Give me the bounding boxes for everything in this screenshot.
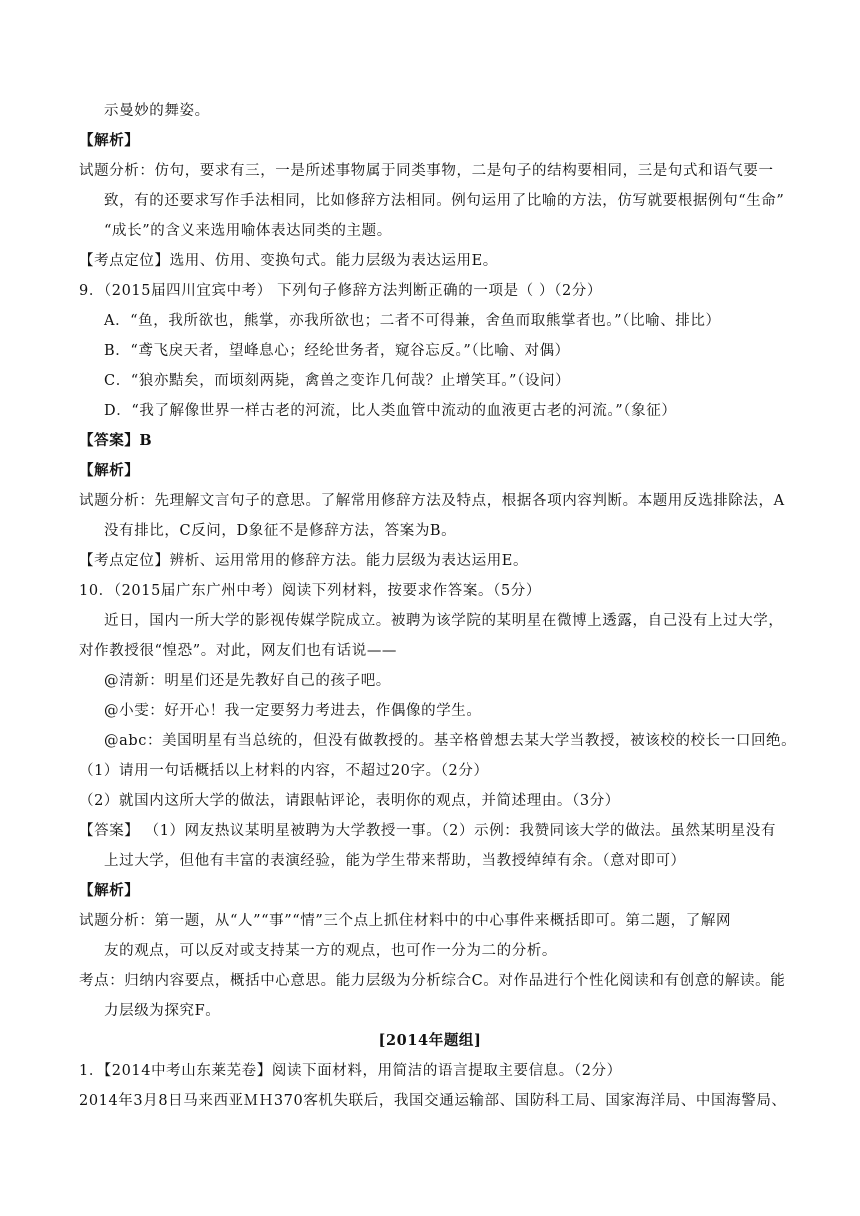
text-line: “成长”的含义来选用喻体表达同类的主题。 (104, 223, 392, 239)
text-line: 2014年3月8日马来西亚ＭＨ370客机失联后，我国交通运输部、国防科工局、国家海洋局、中国海警局、 (79, 1093, 787, 1109)
question-10-stem: 10．（2015届广东广州中考）阅读下列材料，按要求作答案。（5分） (79, 583, 541, 599)
text-line: 没有排比，C反问，D象征不是修辞方法，答案为B。 (104, 523, 457, 539)
text-line: 试题分析：先理解文言句子的意思。了解常用修辞方法及特点，根据各项内容判断。本题用反选排除法，A (79, 493, 785, 509)
material-paragraph: 近日，国内一所大学的影视传媒学院成立。被聘为该学院的某明星在微博上透露，自己没有上过大学， (104, 613, 784, 629)
text-line: 致，有的还要求写作手法相同，比如修辞方法相同。例句运用了比喻的方法，仿写就要根据例句“生命” (104, 193, 785, 209)
option-c: C．“狼亦黠矣，而顷刻两毙，禽兽之变诈几何哉？止增笑耳。”（设问） (104, 373, 571, 389)
key-point-line: 【考点定位】选用、仿用、变换句式。能力层级为表达运用E。 (79, 253, 498, 269)
sub-question-2: （2）就国内这所大学的做法，请跟帖评论，表明你的观点，并简述理由。（3分） (79, 793, 620, 809)
text-line: 试题分析：第一题，从“人”“事”“情”三个点上抓住材料中的中心事件来概括即可。第二题，了解网 (79, 913, 732, 929)
section-heading-analysis: 【解析】 (79, 882, 140, 899)
material-paragraph: 对作教授很“惶恐”。对此，网友们也有话说—— (79, 643, 398, 659)
section-group-heading: [2014年题组] (378, 1032, 482, 1049)
text-line: 试题分析：仿句，要求有三，一是所述事物属于同类事物，二是句子的结构要相同，三是句式和语气要一 (79, 163, 774, 179)
option-d: D．“我了解像世界一样古老的河流，比人类血管中流动的血液更古老的河流。”（象征） (104, 403, 677, 419)
question-9-stem: 9．（2015届四川宜宾中考） 下列句子修辞方法判断正确的一项是（ ）（2分） (79, 283, 602, 299)
comment-line: @abc：美国明星有当总统的，但没有做教授的。基辛格曾想去某大学当教授，被该校的校长一口回绝。 (104, 733, 797, 749)
text-line: 上过大学，但他有丰富的表演经验，能为学生带来帮助，当教授绰绰有余。（意对即可） (104, 853, 686, 869)
question-1-stem: 1．【2014中考山东莱芜卷】阅读下面材料，用简洁的语言提取主要信息。（2分） (79, 1063, 622, 1079)
key-point-line: 【考点定位】辨析、运用常用的修辞方法。能力层级为表达运用E。 (79, 553, 529, 569)
comment-line: @小雯：好开心！我一定要努力考进去，作偶像的学生。 (104, 703, 482, 719)
option-a: A．“鱼，我所欲也，熊掌，亦我所欲也；二者不可得兼，舍鱼而取熊掌者也。”（比喻、排比） (104, 313, 721, 329)
section-heading-analysis: 【解析】 (79, 132, 140, 149)
text-line: 友的观点，可以反对或支持某一方的观点，也可作一分为二的分析。 (104, 943, 557, 959)
option-b: B．“鸢飞戾天者，望峰息心；经纶世务者，窥谷忘反。”（比喻、对偶） (104, 343, 570, 359)
sub-question-1: （1）请用一句话概括以上材料的内容，不超过20字。（2分） (79, 763, 489, 779)
section-heading-analysis: 【解析】 (79, 462, 140, 479)
text-line: 力层级为探究F。 (104, 1003, 221, 1019)
text-line: 示曼妙的舞姿。 (104, 103, 210, 119)
comment-line: @清新：明星们还是先教好自己的孩子吧。 (104, 673, 391, 689)
answer-line: 【答案】 （1）网友热议某明星被聘为大学教授一事。（2）示例：我赞同该大学的做法。虽然某明星没有 (79, 823, 777, 839)
answer-line: 【答案】B (79, 432, 153, 449)
key-point-line: 考点：归纳内容要点，概括中心意思。能力层级为分析综合C。对作品进行个性化阅读和有创意的解读。能 (79, 973, 786, 989)
